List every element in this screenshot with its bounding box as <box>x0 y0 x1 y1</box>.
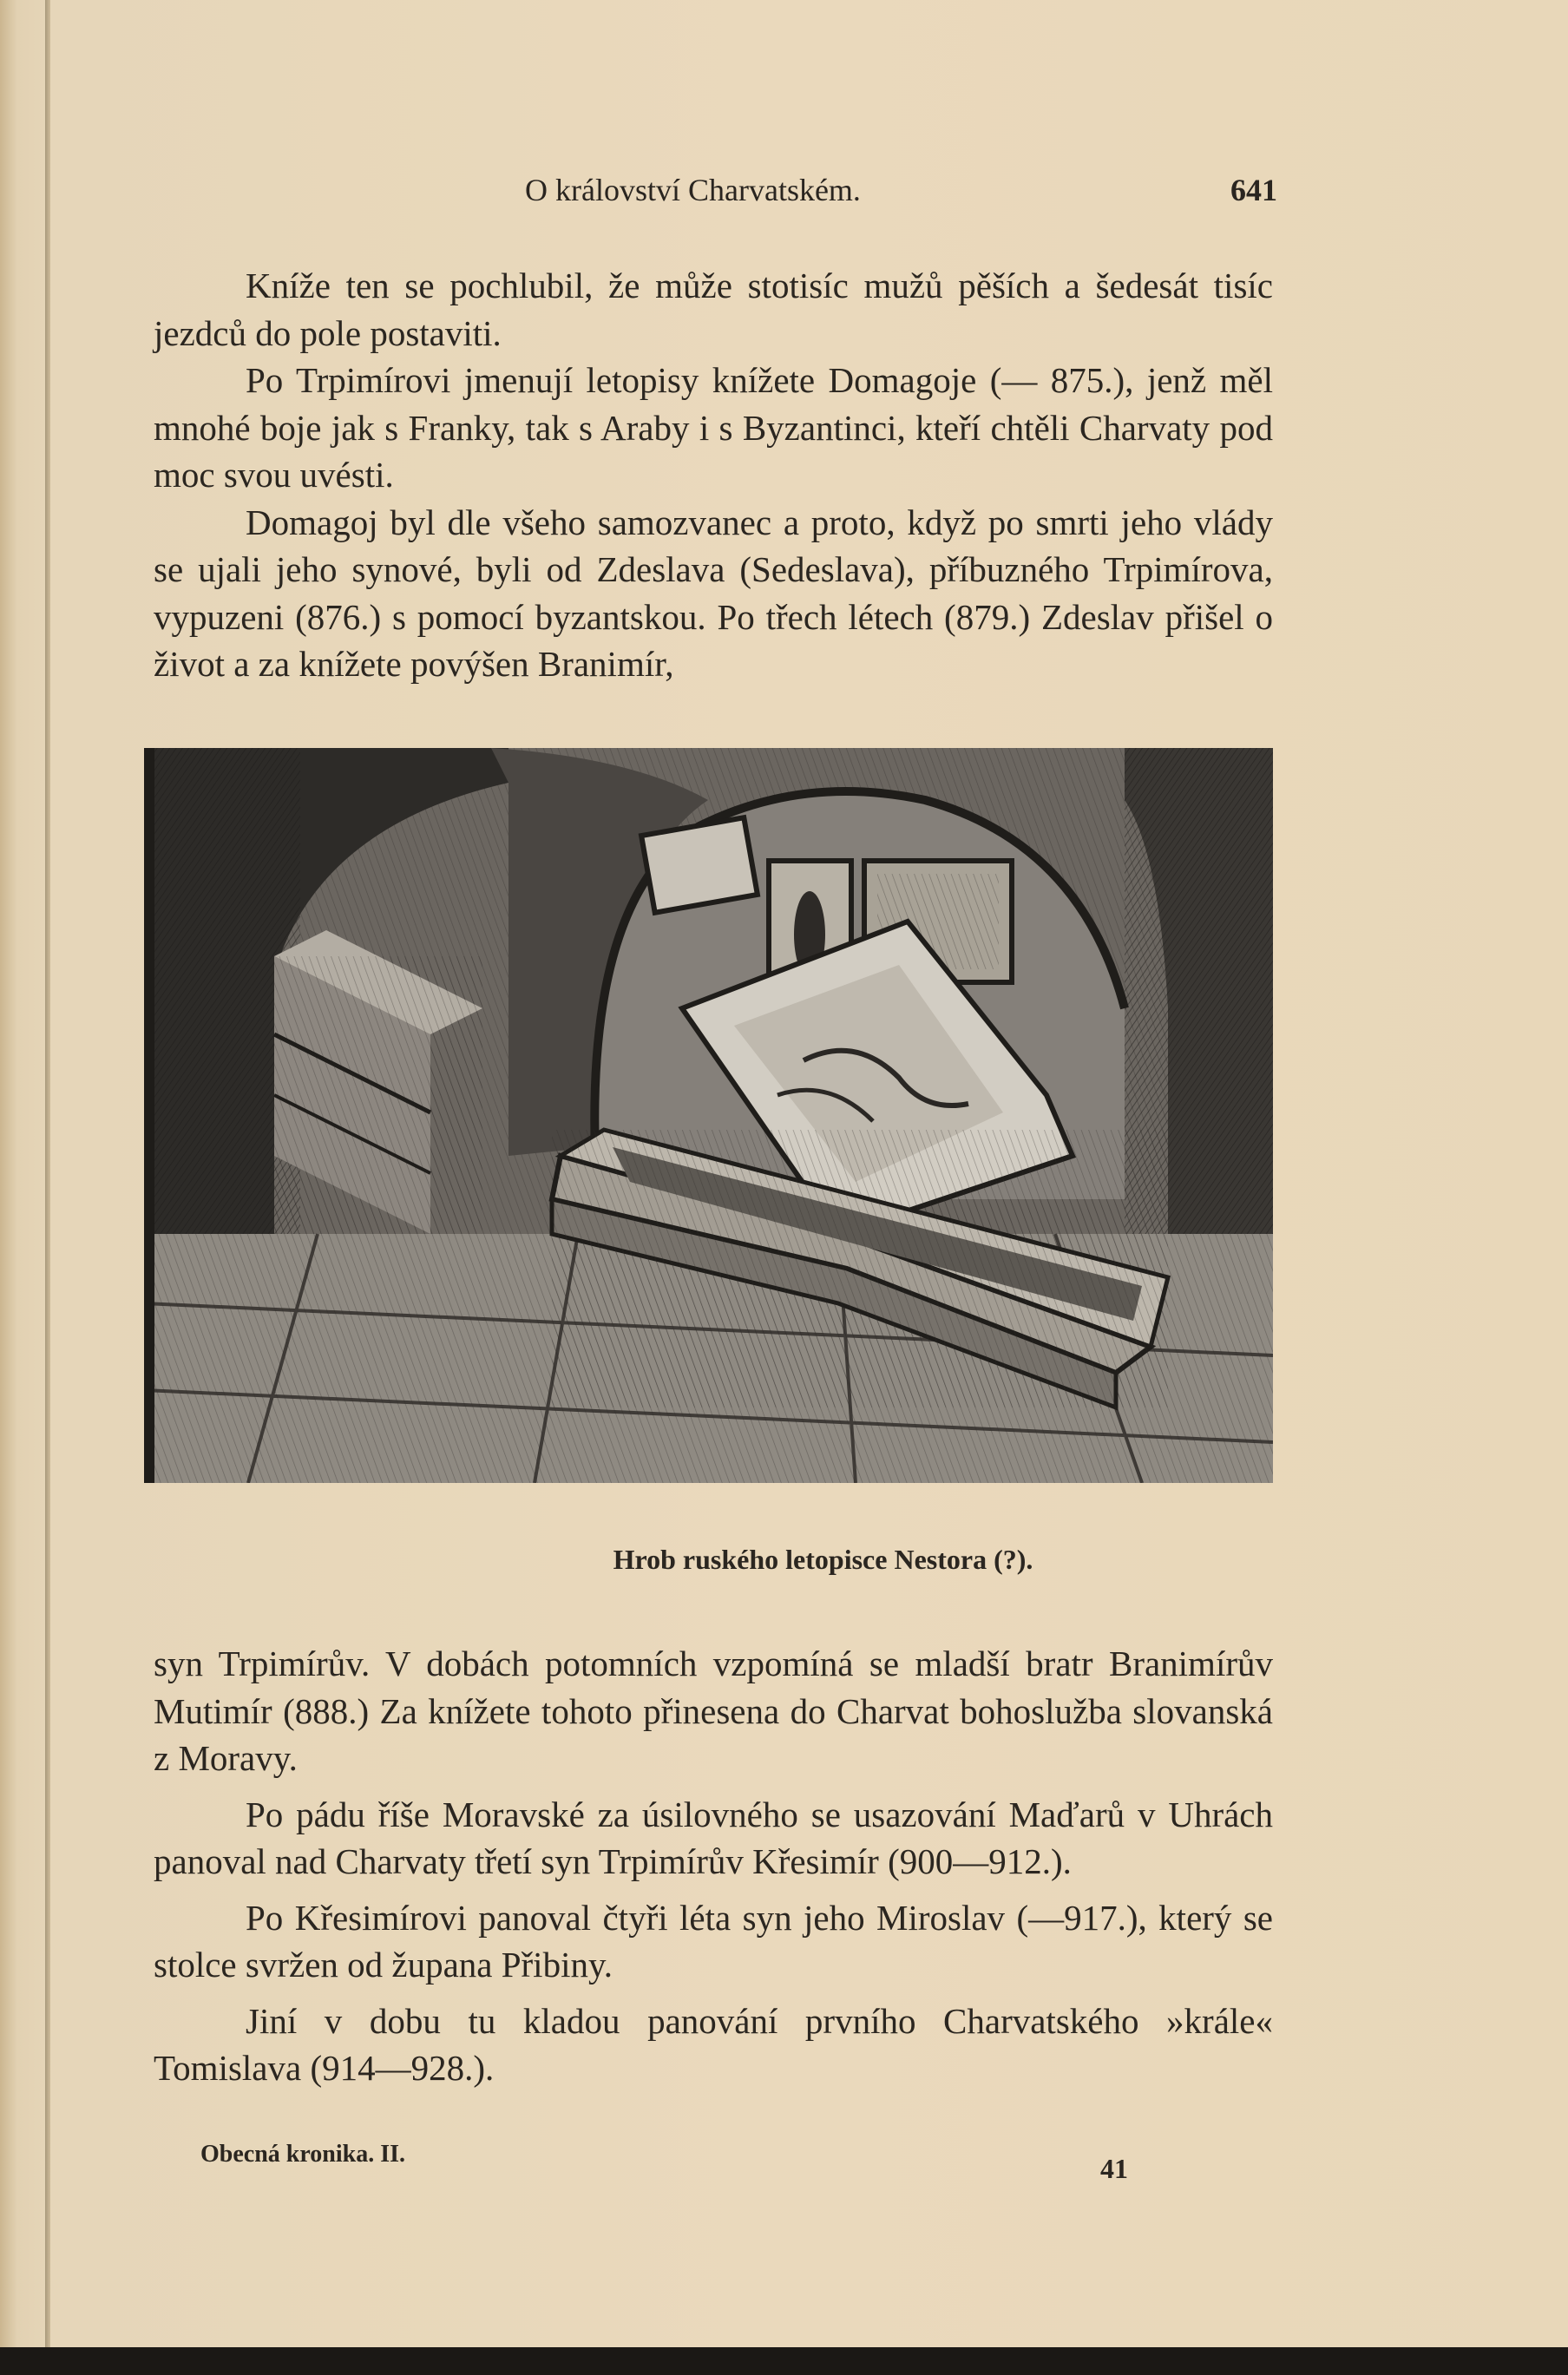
paragraph: Domagoj byl dle všeho samozvanec a proto, když po smrti jeho vlády se ujali jeho synové, byli od Zdeslava (Sedeslava), příbuzného Trpimírova, vypuzeni (876.) s pomocí byzantskou. Po třech létech (879.) Zdeslav přišel o život a za knížete povýšen Branimír, <box>154 502 1273 684</box>
paragraph: syn Trpimírův. V dobách potomních vzpomíná se mladší bratr Branimírův Mutimír (888.) Za knížete tohoto přinesena do Charvat bohoslužba slovanská z Moravy. <box>154 1643 1273 1778</box>
tomb-engraving <box>144 748 1273 1483</box>
figure-caption: Hrob ruského letopisce Nestora (?). <box>613 1544 1033 1575</box>
illustration-tomb <box>144 748 1273 1483</box>
signature-number: 41 <box>1100 2153 1128 2184</box>
paragraph: Po pádu říše Moravské za úsilovného se usazování Maďarů v Uhrách panoval nad Charvaty třetí syn Trpimírův Křesimír (900—912.). <box>154 1794 1273 1881</box>
printer-signature: Obecná kronika. II. <box>200 2141 405 2168</box>
paragraph: Po Křesimírovi panoval čtyři léta syn jeho Miroslav (—917.), který se stolce svržen od župana Přibiny. <box>154 1897 1273 1985</box>
paragraph: Jiní v dobu tu kladou panování prvního Charvatského »krále« Tomislava (914—928.). <box>154 2000 1273 2088</box>
text-block-bottom <box>154 1640 1273 2092</box>
text-block-top <box>154 262 1273 688</box>
paragraph: Po Trpimírovi jmenují letopisy knížete Domagoje (— 875.), jenž měl mnohé boje jak s Franky, tak s Araby i s Byzantinci, kteří chtěli Charvaty pod moc svou uvésti. <box>154 360 1273 495</box>
running-head: O království Charvatském. <box>525 173 861 207</box>
paragraph: Kníže ten se pochlubil, že může stotisíc mužů pěších a šedesát tisíc jezdců do pole postaviti. <box>154 266 1273 353</box>
page-number: 641 <box>1230 173 1277 207</box>
page-gutter <box>45 0 50 2347</box>
